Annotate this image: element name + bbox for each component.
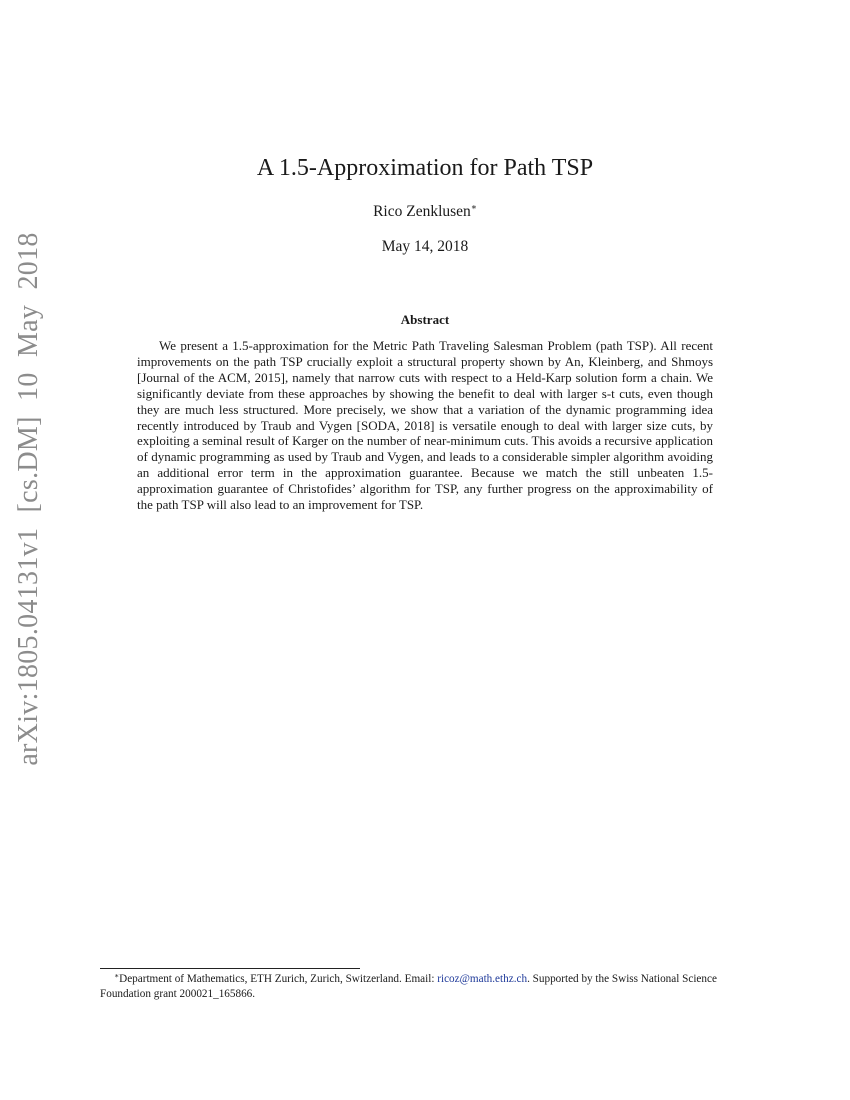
footnote-divider xyxy=(100,968,360,969)
footnote-text-before: Department of Mathematics, ETH Zurich, Zurich, Switzerland. Email: xyxy=(119,973,438,985)
email-link[interactable]: ricoz@math.ethz.ch xyxy=(437,973,528,985)
author-line xyxy=(0,202,850,222)
footnote xyxy=(100,972,750,1002)
author-footnote-marker[interactable]: ∗ xyxy=(470,202,477,212)
arxiv-identifier: arXiv:1805.04131v1 [cs.DM] 10 May 2018 xyxy=(13,232,44,766)
abstract-heading: Abstract xyxy=(400,312,450,327)
footnote-marker: ∗ xyxy=(114,971,120,980)
paper-title: A 1.5-Approximation for Path TSP xyxy=(256,155,594,181)
abstract-text: We present a 1.5-approximation for the Metric Path Traveling Salesman Problem (path TSP). All recent improvements on the path TSP crucially exploit a structural property shown by An, Kleinberg, and Shmoys [Journal of the ACM, 2015], namely that narrow cuts with respect to a Held-Karp solution form a chain. We significantly deviate from these approaches by showing the benefit to deal with larger s-t cuts, even though they are much less structured. More precisely, we show that a variation of the dynamic programming idea recently introduced by Traub and Vygen [SODA, 2018] is versatile enough to deal with larger size cuts, by exploiting a seminal result of Karger on the number of near-minimum cuts. This avoids a recursive application of dynamic programming as used by Traub and Vygen, and leads to a considerable simpler algorithm avoiding an additional error term in the approximation guarantee. Because we match the still unbeaten 1.5-approximation guarantee of Christofides’ algorithm for TSP, any further progress on the approximability of the path TSP will also lead to an improvement for TSP. xyxy=(137,338,713,513)
footnote-text-after: . Supported by the Swiss National Science Foundation grant 200021_165866. xyxy=(100,973,717,1000)
paper-date: May 14, 2018 xyxy=(381,238,469,255)
author-name: Rico Zenklusen xyxy=(373,203,471,220)
